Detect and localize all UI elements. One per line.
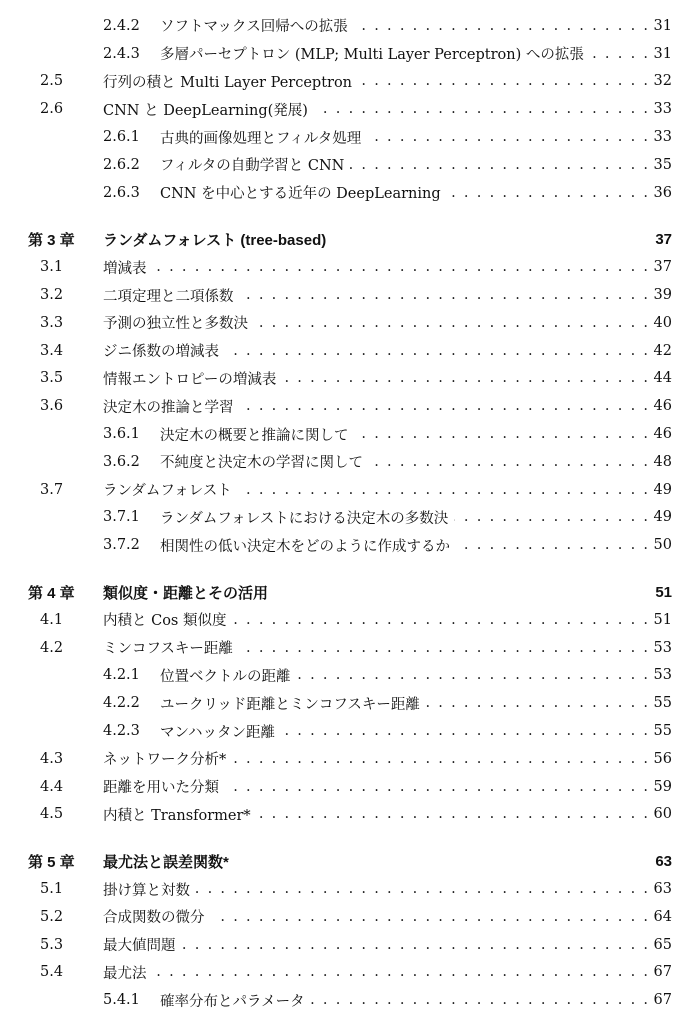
entry-page-number: 35 [653,156,672,173]
entry-page-number: 44 [653,370,672,387]
entry-title: 掛け算と対数 [103,882,190,899]
entry-number: 3.6.1 [103,426,140,443]
entry-page-number: 67 [653,992,672,1009]
dot-leader [350,157,648,173]
entry-number: 4.4 [40,778,64,795]
entry-number: 3.4 [40,342,64,359]
entry-title: 距離を用いた分類 [103,780,219,797]
dot-leader [447,185,648,201]
entry-title: ジニ係数の増減表 [103,344,219,361]
entry-title: ユークリッド距離とミンコフスキー距離 [160,696,420,713]
entry-page-number: 46 [653,426,672,443]
entry-number: 2.6 [40,101,64,118]
entry-page-number: 46 [653,398,672,415]
entry-number: 5.3 [40,936,64,953]
entry-number: 2.6.1 [103,129,140,146]
dot-leader [426,695,648,711]
entry-page-number: 63 [653,881,672,897]
entry-number: 5.4 [40,964,64,981]
dot-leader [240,287,649,303]
toc-section-entry[interactable] [0,903,692,931]
dot-leader [240,398,649,414]
entry-title: 二項定理と二項係数 [103,288,234,305]
entry-title: CNN と DeepLearning(発展) [103,102,308,119]
toc-section-entry[interactable] [0,337,692,365]
entry-page-number: 42 [653,342,672,359]
entry-page-number: 32 [653,73,672,90]
entry-number: 5.1 [40,881,64,897]
entry-number: 第 3 章 [28,231,75,249]
entry-number: 5.4.1 [103,992,140,1009]
dot-leader [314,101,648,117]
toc-subsection-entry[interactable] [0,986,692,1014]
entry-page-number: 39 [653,287,672,304]
entry-title: 予測の独立性と多数決 [103,316,248,333]
toc-section-entry[interactable] [0,392,692,420]
entry-title: CNN を中心とする近年の DeepLearning [160,186,441,203]
toc-section-entry[interactable] [0,365,692,393]
toc-subsection-entry[interactable] [0,151,692,179]
toc-section-entry[interactable] [0,281,692,309]
dot-leader [182,937,649,953]
entry-number: 4.1 [40,611,64,628]
entry-number: 第 5 章 [28,853,75,871]
toc-section-entry[interactable] [0,959,692,987]
entry-title: 内積と Cos 類似度 [103,613,227,630]
entry-page-number: 40 [653,314,672,331]
entry-title: 確率分布とパラメータ [160,993,305,1010]
dot-leader [355,426,649,442]
toc-subsection-entry[interactable] [0,504,692,532]
dot-leader [354,18,648,34]
dot-leader [232,612,648,628]
dot-leader [254,315,648,331]
entry-number: 2.6.2 [103,156,140,173]
dot-leader [297,667,649,683]
dot-leader [153,259,649,275]
entry-page-number: 55 [653,695,672,712]
entry-title: 多層パーセプトロン (MLP; Multi Layer Perceptron) への拡張 [160,47,584,64]
entry-number: 2.5 [40,73,64,90]
toc-section-entry[interactable] [0,745,692,773]
dot-leader [232,751,648,767]
toc-section-entry[interactable] [0,95,692,123]
entry-title: 位置ベクトルの距離 [160,668,291,685]
entry-title: 相関性の低い決定木をどのように作成するか [160,538,450,555]
entry-number: 4.2.3 [103,723,140,740]
toc-subsection-entry[interactable] [0,717,692,745]
entry-page-number: 65 [653,936,672,953]
entry-page-number: 33 [653,129,672,146]
entry-number: 3.1 [40,259,64,276]
toc-section-entry[interactable] [0,253,692,281]
toc-subsection-entry[interactable] [0,689,692,717]
entry-number: 4.2.1 [103,667,140,684]
entry-title: 最尤法 [103,965,147,982]
toc-section-entry[interactable] [0,773,692,801]
entry-title: 類似度・距離とその活用 [103,584,269,602]
toc-chapter-entry[interactable] [0,226,692,254]
entry-number: 3.7 [40,481,64,498]
dot-leader [196,881,648,897]
entry-page-number: 31 [653,17,672,34]
entry-title: 増減表 [103,260,147,277]
entry-title: 決定木の概要と推論に関して [160,427,349,444]
entry-number: 2.6.3 [103,184,140,201]
dot-leader [456,537,648,553]
entry-page-number: 55 [653,723,672,740]
toc-subsection-entry[interactable] [0,531,692,559]
entry-number: 4.3 [40,750,64,767]
entry-page-number: 31 [653,45,672,62]
entry-page-number: 67 [653,964,672,981]
entry-number: 3.5 [40,370,64,387]
entry-title: フィルタの自動学習と CNN [160,158,345,175]
entry-number: 2.4.3 [103,45,140,62]
entry-page-number: 64 [653,908,672,925]
dot-leader [590,46,648,62]
entry-number: 4.2 [40,639,64,656]
entry-number: 第 4 章 [28,584,75,602]
toc-subsection-entry[interactable] [0,420,692,448]
toc-subsection-entry[interactable] [0,179,692,207]
entry-page-number: 53 [653,667,672,684]
toc-section-entry[interactable] [0,476,692,504]
entry-page-number: 60 [653,806,672,823]
dot-leader [282,370,648,386]
entry-title: 情報エントロピーの増減表 [103,371,277,388]
toc-subsection-entry[interactable] [0,662,692,690]
toc-section-entry[interactable] [0,309,692,337]
toc-section-entry[interactable] [0,931,692,959]
toc-subsection-entry[interactable] [0,40,692,68]
dot-leader [225,779,648,795]
dot-leader [311,992,648,1008]
entry-title: ランダムフォレスト [103,483,232,500]
entry-title: ランダムフォレスト (tree-based) [103,231,327,249]
entry-page-number: 50 [653,537,672,554]
entry-page-number: 53 [653,639,672,656]
entry-title: 最尤法と誤差関数* [103,853,229,871]
entry-title: マンハッタン距離 [160,724,275,741]
entry-page-number: 63 [655,852,672,870]
toc-chapter-entry[interactable] [0,847,692,875]
entry-title: ランダムフォレストにおける決定木の多数決 [160,510,449,527]
entry-number: 4.2.2 [103,695,140,712]
dot-leader [238,482,648,498]
dot-leader [153,964,649,980]
entry-number: 4.5 [40,806,64,823]
dot-leader [369,454,648,470]
dot-leader [454,509,648,525]
entry-number: 5.2 [40,908,64,925]
entry-title: ミンコフスキー距離 [103,641,233,658]
dot-leader [367,129,648,145]
entry-page-number: 59 [653,778,672,795]
entry-page-number: 51 [653,611,672,628]
table-of-contents [0,12,692,1014]
entry-title: 合成関数の微分 [103,910,205,927]
entry-title: ネットワーク分析* [103,752,227,769]
dot-leader [239,640,648,656]
entry-title: 内積と Transformer* [103,807,251,824]
entry-page-number: 56 [653,750,672,767]
entry-number: 3.6.2 [103,453,140,470]
entry-page-number: 51 [655,583,672,601]
entry-number: 3.6 [40,398,64,415]
toc-section-entry[interactable] [0,801,692,829]
dot-leader [257,806,648,822]
entry-title: 古典的画像処理とフィルタ処理 [160,130,362,147]
entry-number: 3.7.1 [103,509,140,526]
toc-subsection-entry[interactable] [0,12,692,40]
entry-title: ソフトマックス回帰への拡張 [160,19,348,36]
entry-title: 決定木の推論と学習 [103,399,234,416]
dot-leader [358,73,648,89]
entry-page-number: 37 [653,259,672,276]
entry-number: 2.4.2 [103,17,140,34]
toc-subsection-entry[interactable] [0,448,692,476]
toc-section-entry[interactable] [0,875,692,903]
entry-page-number: 36 [653,184,672,201]
entry-number: 3.7.2 [103,537,140,554]
entry-page-number: 48 [653,453,672,470]
dot-leader [281,723,648,739]
toc-section-entry[interactable] [0,68,692,96]
entry-title: 行列の積と Multi Layer Perceptron [103,74,353,91]
entry-page-number: 49 [653,481,672,498]
entry-page-number: 33 [653,101,672,118]
entry-page-number: 37 [655,230,672,248]
toc-chapter-entry[interactable] [0,578,692,606]
toc-section-entry[interactable] [0,634,692,662]
entry-title: 不純度と決定木の学習に関して [160,455,363,472]
dot-leader [225,343,648,359]
entry-page-number: 49 [653,509,672,526]
toc-subsection-entry[interactable] [0,123,692,151]
entry-number: 3.2 [40,287,64,304]
dot-leader [211,909,649,925]
toc-section-entry[interactable] [0,606,692,634]
entry-title: 最大値問題 [103,938,176,955]
entry-number: 3.3 [40,314,64,331]
